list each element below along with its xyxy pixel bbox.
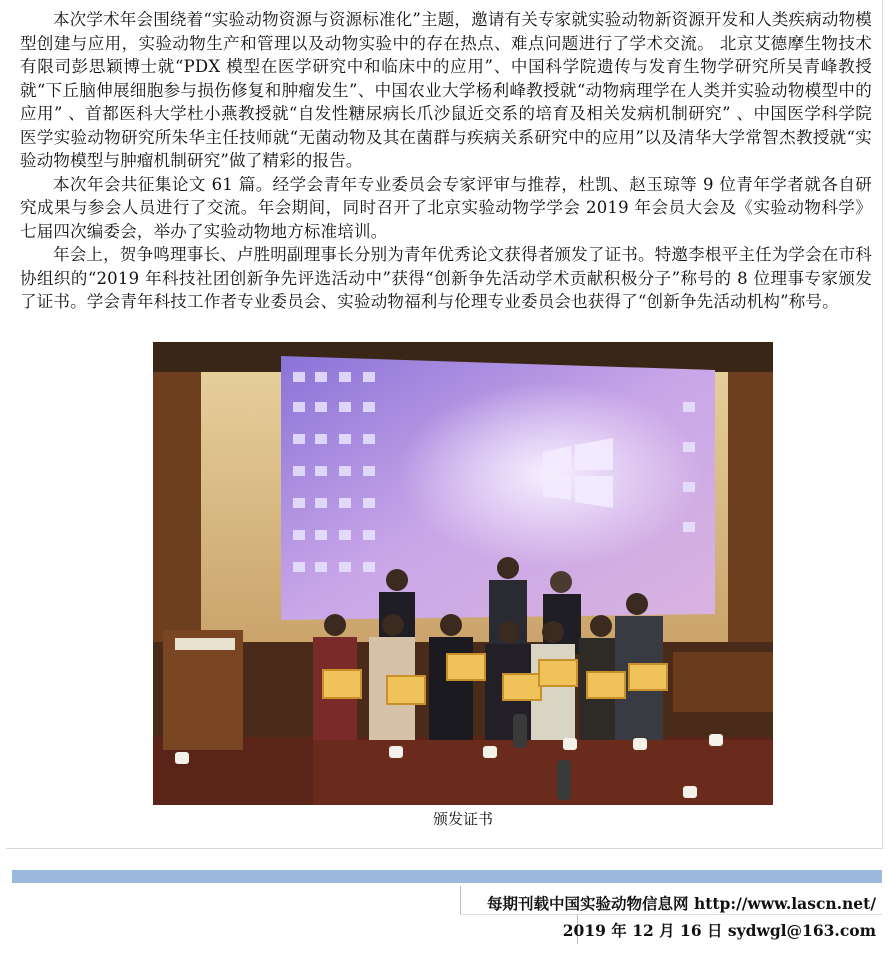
photo-caption: 颁发证书 [432, 810, 493, 828]
paragraph-1: 本次学术年会围绕着“实验动物资源与资源标准化”主题，邀请有关专家就实验动物新资源开发和人类疾病动物模型创建与应用，实验动物生产和管理以及动物实验中的存在热点、难点问题进行了学术交流。 北京艾德摩生物技术有限司彭思颖博士就“PDX 模型在医学研究中和临床中的应用”、中国科学院遗传与发育生物学研究所吴青峰教授就“下丘脑伸展细胞参与损伤修复和肿瘤发生”、中国农业大学杨利峰教授就“动物病理学在人类并实验动物模型中的应用” 、首都医科大学杜小燕教授就“自发性糖尿病长爪沙鼠近交系的培育及相关发病机制研究” 、中国医学科学院医学实验动物研究所朱华主任技师就“无菌动物及其在菌群与疾病关系研究中的应用”以及清华大学常智杰教授就“实验动物模型与肿瘤机制研究”做了精彩的报告。 [20, 10, 872, 170]
footer-date-email: 2019 年 12 月 16 日 sydwgl@163.com [562, 921, 876, 940]
footer-website: 每期刊载中国实验动物信息网 http://www.lascn.net/ [487, 894, 876, 913]
paragraph-2: 本次年会共征集论文 61 篇。经学会青年专业委员会专家评审与推荐，杜凯、赵玉琼等 9 位青年学者就各自研究成果与参会人员进行了交流。年会期间，同时召开了北京实验动物学学会 2019 年会员大会及《实验动物科学》七届四次编委会，举办了实验动物地方标准培训。 [20, 174, 872, 241]
paragraph-3: 年会上，贺争鸣理事长、卢胜明副理事长分别为青年优秀论文获得者颁发了证书。特邀李根平主任为学会在市科协组织的“2019 年科技社团创新争先评选活动中”获得“创新争先活动学术贡献积极分子”称号的 8 位理事专家颁发了证书。学会青年科技工作者专业委员会、实验动物福利与伦理专业委员会也获得了“创新争先活动机构”称号。 [20, 245, 872, 311]
article-body [20, 8, 872, 314]
award-ceremony-photo [153, 342, 773, 805]
footer-divider [460, 914, 882, 915]
footer-divider [460, 886, 461, 914]
footer-bar [12, 870, 882, 883]
